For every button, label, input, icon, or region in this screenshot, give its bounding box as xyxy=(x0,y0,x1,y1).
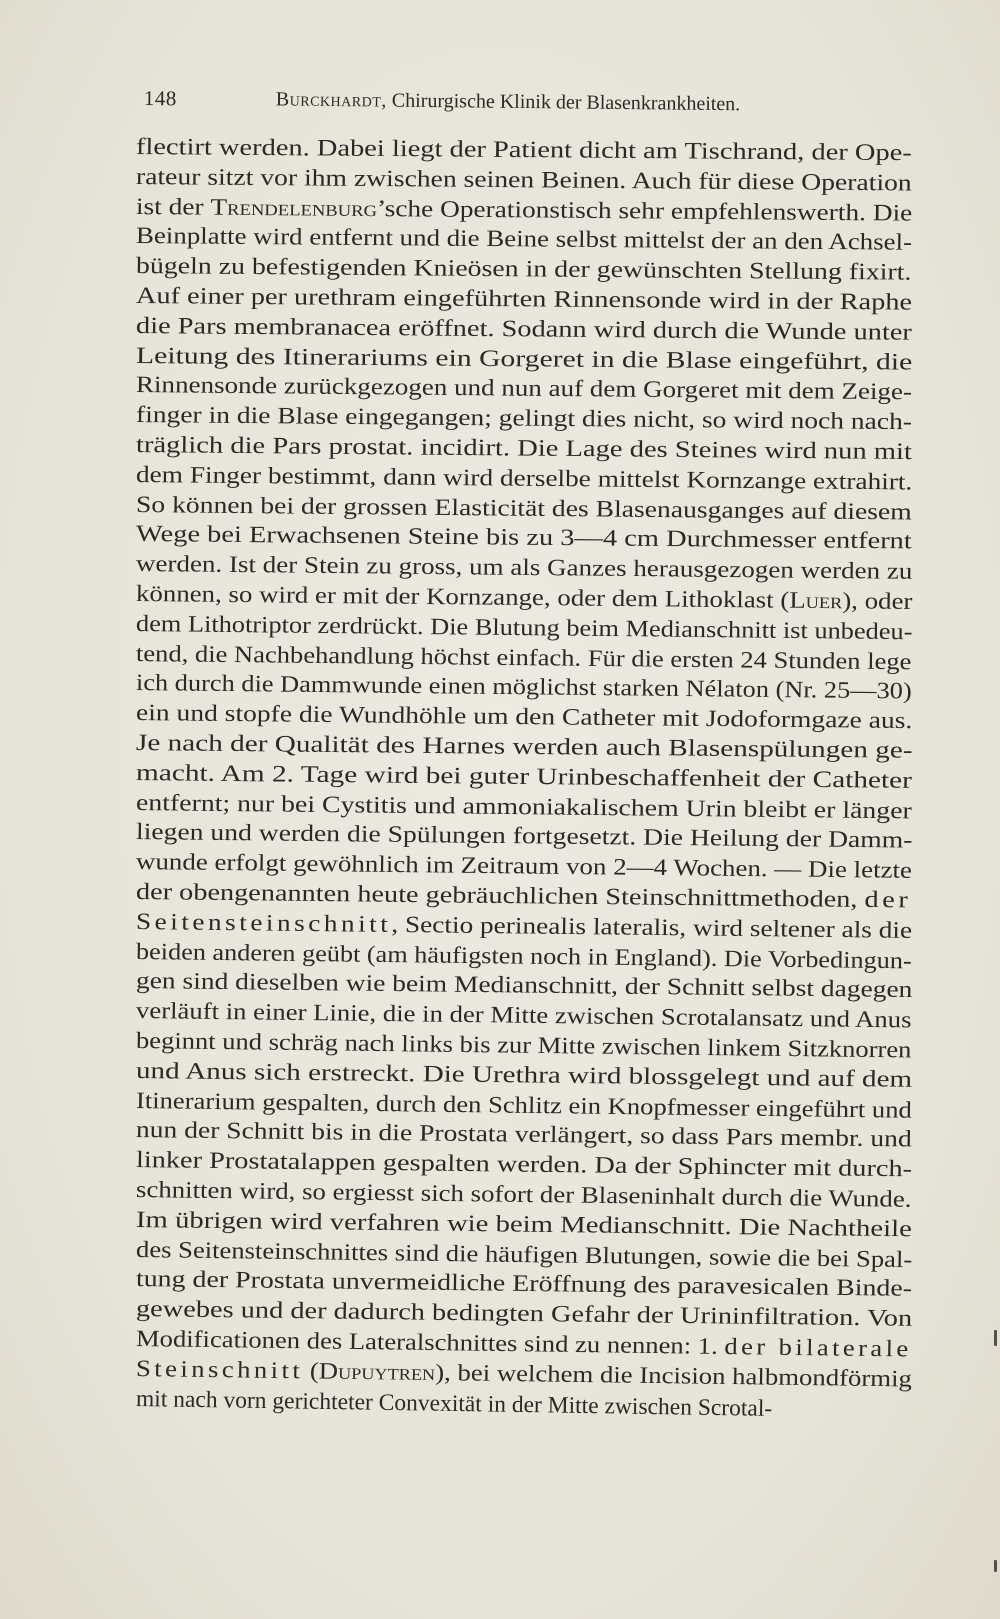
text-segment: Modificationen des Lateralschnittes sind zu nennen: 1. xyxy=(135,1326,725,1360)
text-segment: nun der Schnitt bis in die Prostata verlängert, so dass Pars membr. und xyxy=(135,1117,912,1153)
running-head-author: Burckhardt, xyxy=(275,88,387,112)
text-segment: der bilaterale xyxy=(724,1333,912,1363)
running-head-title: Chirurgische Klinik der Blasenkrankheiten. xyxy=(386,89,741,116)
page-edge-mark xyxy=(994,1560,997,1572)
text-segment: entfernt; nur bei Cystitis und ammoniakalischem Urin bleibt er länger xyxy=(135,789,912,824)
text-segment: ist der xyxy=(135,193,211,221)
text-segment: Je nach der Qualität des Harnes werden auch Blasenspülungen ge- xyxy=(135,730,913,764)
text-segment: ein und stopfe die Wundhöhle um den Catheter mit Jodoformgaze aus. xyxy=(135,700,913,735)
text-segment: mit nach vorn gerichteter Convexität in der Mitte zwischen Scrotal- xyxy=(135,1385,773,1422)
text-segment: , Sectio perinealis lateralis, wird seltener als die xyxy=(391,911,913,944)
text-segment: flectirt werden. Dabei liegt der Patient dicht am Tischrand, der Ope- xyxy=(135,134,912,167)
text-segment: gen sind dieselben wie beim Medianschnitt, der Schnitt selbst dagegen xyxy=(135,968,913,1004)
text-segment: können, so wird er mit der Kornzange, oder dem Lithoklast ( xyxy=(135,581,790,614)
text-segment: ich durch die Dammwunde einen möglichst starken Nélaton (Nr. 25—30) xyxy=(135,670,912,705)
text-segment: Itinerarium gespalten, durch den Schlitz ein Knopfmesser eingeführt und xyxy=(135,1087,912,1124)
page-header xyxy=(144,86,844,129)
text-segment: Steinschnitt xyxy=(135,1355,304,1385)
running-head xyxy=(276,88,741,116)
text-segment: Wege bei Erwachsenen Steine bis zu 3—4 cm Durchmesser entfernt xyxy=(135,521,912,555)
text-segment: ), oder xyxy=(842,588,913,615)
text-segment: dem Finger bestimmt, dann wird derselbe mittelst Kornzange extrahirt. xyxy=(135,461,913,496)
text-segment: liegen und werden die Spülungen fortgesetzt. Die Heilung der Damm- xyxy=(135,819,913,854)
text-segment: der xyxy=(864,886,912,914)
text-segment: Auf einer per urethram eingeführten Rinnensonde wird in der Raphe xyxy=(135,283,913,316)
text-segment: Dupuytren xyxy=(318,1358,436,1386)
text-segment: wunde erfolgt gewöhnlich im Zeitraum von 2—4 Wochen. — Die letzte xyxy=(135,849,913,885)
text-segment: beiden anderen geübt (am häufigsten noch in England). Die Vorbedingun- xyxy=(135,938,912,974)
text-segment: werden. Ist der Stein zu gross, um als Ganzes herausgezogen werden zu xyxy=(135,551,913,585)
text-segment: rateur sitzt vor ihm zwischen seinen Beinen. Auch für diese Operation xyxy=(135,163,912,197)
text-segment: bügeln zu befestigenden Knieösen in der gewünschten Stellung fixirt. xyxy=(135,253,912,286)
text-segment: ( xyxy=(302,1358,320,1385)
text-segment: Leitung des Itinerariums ein Gorgeret in die Blase eingeführt, die xyxy=(135,342,913,376)
text-segment: dem Lithotriptor zerdrückt. Die Blutung beim Medianschnitt ist unbedeu- xyxy=(135,610,913,646)
text-segment: macht. Am 2. Tage wird bei guter Urinbeschaffenheit der Catheter xyxy=(135,759,913,794)
text-segment: gewebes und der dadurch bedingten Gefahr der Urininfiltration. Von xyxy=(135,1296,913,1332)
text-segment: Trendelenburg xyxy=(210,194,378,222)
text-segment: So können bei der grossen Elasticität des Blasenausganges auf diesem xyxy=(135,491,912,526)
text-segment: tend, die Nachbehandlung höchst einfach. Für die ersten 24 Stunden lege xyxy=(135,640,912,675)
text-segment: verläuft in einer Linie, die in der Mitte zwischen Scrotalansatz und Anus xyxy=(135,998,912,1034)
text-segment: finger in die Blase eingegangen; gelingt dies nicht, so wird noch nach- xyxy=(135,402,913,436)
text-segment: ), bei welchem die Incision halbmondförmig xyxy=(434,1359,913,1393)
text-segment: Seitensteinschnitt xyxy=(135,908,392,938)
text-segment: der obengenannten heute gebräuchlichen Steinschnittmethoden, xyxy=(135,879,865,913)
text-segment: Im übrigen wird verfahren wie beim Medianschnitt. Die Nachtheile xyxy=(135,1206,913,1243)
text-segment: des Seitensteinschnittes sind die häufigen Blutungen, sowie die bei Spal- xyxy=(135,1236,913,1273)
text-segment: die Pars membranacea eröffnet. Sodann wird durch die Wunde unter xyxy=(135,312,912,346)
text-segment: tung der Prostata unvermeidliche Eröffnung des paravesicalen Binde- xyxy=(135,1266,913,1303)
text-segment: Luer xyxy=(789,587,843,615)
page-number: 148 xyxy=(143,86,177,111)
text-segment: Beinplatte wird entfernt und die Beine selbst mittelst der an den Achsel- xyxy=(135,223,913,257)
text-segment: Rinnensonde zurückgezogen und nun auf dem Gorgeret mit dem Zeige- xyxy=(135,372,913,406)
text-segment: ’sche Operationstisch sehr empfehlenswerth. Die xyxy=(376,195,913,227)
page-edge-mark xyxy=(994,1330,997,1346)
text-segment: linker Prostatalappen gespalten werden. Da der Sphincter mit durch- xyxy=(135,1147,913,1183)
text-segment: schnitten wird, so ergiesst sich sofort der Blaseninhalt durch die Wunde. xyxy=(135,1177,912,1213)
text-segment: beginnt und schräg nach links bis zur Mitte zwischen linkem Sitzknorren xyxy=(135,1028,912,1064)
text-segment: träglich die Pars prostat. incidirt. Die Lage des Steines wird nun mit xyxy=(135,432,913,466)
text-segment: und Anus sich erstreckt. Die Urethra wird blossgelegt und auf dem xyxy=(135,1057,913,1093)
